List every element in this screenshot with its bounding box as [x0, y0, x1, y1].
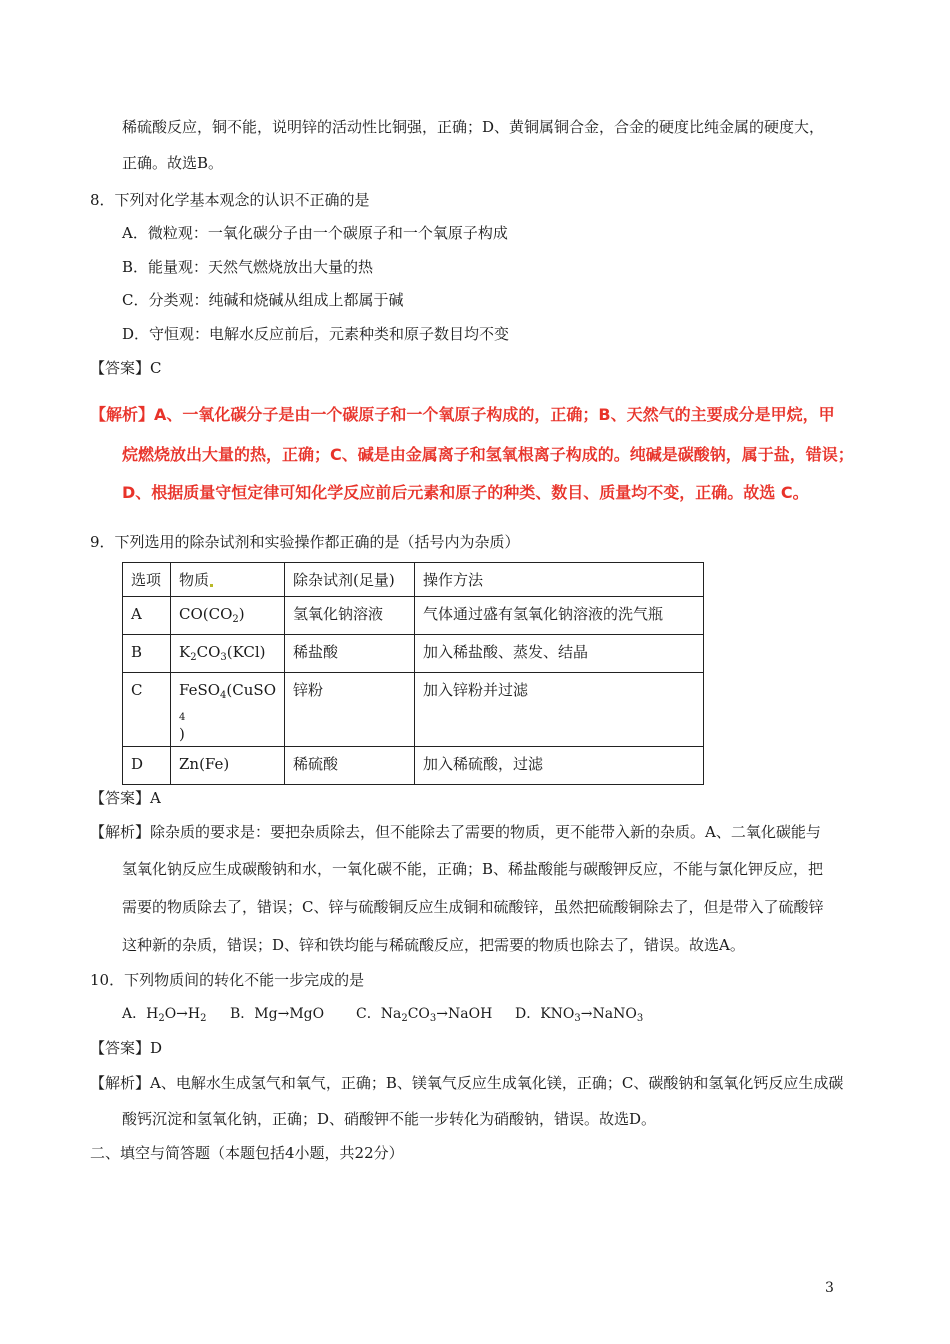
header-substance [171, 563, 285, 597]
q8-stem: 8．下列对化学基本观念的认识不正确的是 [90, 191, 370, 209]
formula-subscript: 3 [429, 1013, 437, 1024]
formula-subscript: 3 [574, 1013, 581, 1024]
row-option: A [123, 597, 171, 635]
row-reagent: 稀硫酸 [285, 747, 415, 785]
q8-analysis-line-2: 烷燃烧放出大量的热，正确；C、碱是由金属离子和氢氧根离子构成的。纯碱是碳酸钠，属于盐，错误； [122, 445, 854, 464]
page-number: 3 [825, 1280, 834, 1296]
carryover-line-1: 稀硫酸反应，铜不能，说明锌的活动性比铜强，正确；D、黄铜属铜合金，合金的硬度比纯金属的硬度大， [122, 118, 825, 136]
substance-part: K [179, 643, 191, 661]
row-reagent: 氢氧化钠溶液 [285, 597, 415, 635]
q9-analysis-line-4: 这种新的杂质，错误；D、锌和铁均能与稀硫酸反应，把需要的物质也除去了，错误。故选A。 [122, 936, 745, 954]
header-substance-label: 物质 [179, 571, 210, 589]
q8-analysis-line-1: 【解析】A、一氧化碳分子是由一个碳原子和一个氧原子构成的，正确；B、天然气的主要成分是甲烷，甲 [90, 405, 835, 424]
row-method: 加入锌粉并过滤 [415, 673, 704, 747]
q10-stem: 10．下列物质间的转化不能一步完成的是 [90, 971, 365, 989]
header-reagent: 除杂试剂(足量) [285, 563, 415, 597]
substance-part: CO(CO [179, 605, 233, 623]
row-reagent: 锌粉 [285, 673, 415, 747]
table-row [123, 673, 704, 747]
row-method: 气体通过盛有氢氧化钠溶液的洗气瓶 [415, 597, 704, 635]
substance-subscript: 3 [220, 652, 227, 663]
q10-option-a [122, 1004, 207, 1024]
formula-part: A．H [122, 1006, 159, 1022]
table-row [123, 747, 704, 785]
q9-answer: 【答案】A [90, 789, 161, 807]
substance-part: CO [196, 643, 221, 661]
q8-answer: 【答案】C [90, 359, 162, 377]
q8-option-d: D．守恒观：电解水反应前后，元素种类和原子数目均不变 [122, 325, 510, 343]
substance-part: (CuSO [226, 681, 276, 699]
marker-dot [210, 584, 213, 587]
row-substance [171, 635, 285, 673]
q10-option-c [356, 1004, 492, 1024]
q8-analysis-line-3: D、根据质量守恒定律可知化学反应前后元素和原子的种类、数目、质量均不变，正确。故选 C。 [122, 483, 809, 502]
q8-option-a: A．微粒观：一氧化碳分子由一个碳原子和一个氧原子构成 [122, 224, 508, 242]
table-row [123, 635, 704, 673]
header-method: 操作方法 [415, 563, 704, 597]
row-substance: Zn(Fe) [171, 747, 285, 785]
q10-option-b: B．Mg→MgO [230, 1006, 325, 1022]
row-substance [171, 673, 285, 747]
q10-analysis-line-2: 酸钙沉淀和氢氧化钠，正确；D、硝酸钾不能一步转化为硝酸钠，错误。故选D。 [122, 1110, 657, 1128]
row-method: 加入稀硫酸，过滤 [415, 747, 704, 785]
formula-part: O→H [164, 1006, 201, 1022]
table-row [123, 597, 704, 635]
q9-stem: 9．下列选用的除杂试剂和实验操作都正确的是（括号内为杂质） [90, 533, 520, 551]
substance-subscript: 2 [232, 614, 239, 625]
formula-part: C．Na [356, 1006, 402, 1022]
row-reagent: 稀盐酸 [285, 635, 415, 673]
substance-part: FeSO [179, 681, 221, 699]
substance-subscript: 4 [179, 712, 186, 723]
formula-part: →NaOH [436, 1006, 493, 1022]
formula-subscript: 2 [200, 1013, 207, 1024]
section-2-heading: 二、填空与简答题（本题包括4小题，共22分） [90, 1144, 404, 1162]
formula-subscript: 2 [158, 1013, 165, 1024]
q9-analysis-line-3: 需要的物质除去了，错误；C、锌与硫酸铜反应生成铜和硫酸锌，虽然把硫酸铜除去了，但是带入了硫酸锌 [122, 898, 824, 916]
substance-subscript: 2 [190, 652, 197, 663]
substance-part: ) [179, 725, 185, 743]
header-option: 选项 [123, 563, 171, 597]
formula-subscript: 2 [401, 1013, 408, 1024]
substance-part: (KCl) [226, 643, 266, 661]
substance-subscript: 4 [220, 690, 227, 701]
formula-part: →NaNO [580, 1006, 637, 1022]
q9-table [122, 562, 704, 785]
row-option: C [123, 673, 171, 747]
q8-option-c: C．分类观：纯碱和烧碱从组成上都属于碱 [122, 291, 404, 309]
q8-option-b: B．能量观：天然气燃烧放出大量的热 [122, 258, 374, 276]
table-header-row [123, 563, 704, 597]
formula-part: CO [407, 1006, 430, 1022]
formula-subscript: 3 [636, 1013, 644, 1024]
q9-analysis-line-2: 氢氧化钠反应生成碳酸钠和水，一氧化碳不能，正确；B、稀盐酸能与碳酸钾反应，不能与氯化钾反应，把 [122, 860, 824, 878]
q10-answer: 【答案】D [90, 1039, 163, 1057]
row-substance [171, 597, 285, 635]
formula-part: D．KNO [515, 1006, 575, 1022]
row-option: B [123, 635, 171, 673]
carryover-line-2: 正确。故选B。 [122, 154, 224, 172]
q10-analysis-line-1: 【解析】A、电解水生成氢气和氧气，正确；B、镁氧气反应生成氧化镁，正确；C、碳酸钠和氢氧化钙反应生成碳 [90, 1074, 844, 1092]
row-option: D [123, 747, 171, 785]
substance-part: ) [238, 605, 245, 623]
q10-option-d [515, 1004, 643, 1024]
row-method: 加入稀盐酸、蒸发、结晶 [415, 635, 704, 673]
q9-analysis-line-1: 【解析】除杂质的要求是：要把杂质除去，但不能除去了需要的物质，更不能带入新的杂质。A、二氧化碳能与 [90, 823, 821, 841]
